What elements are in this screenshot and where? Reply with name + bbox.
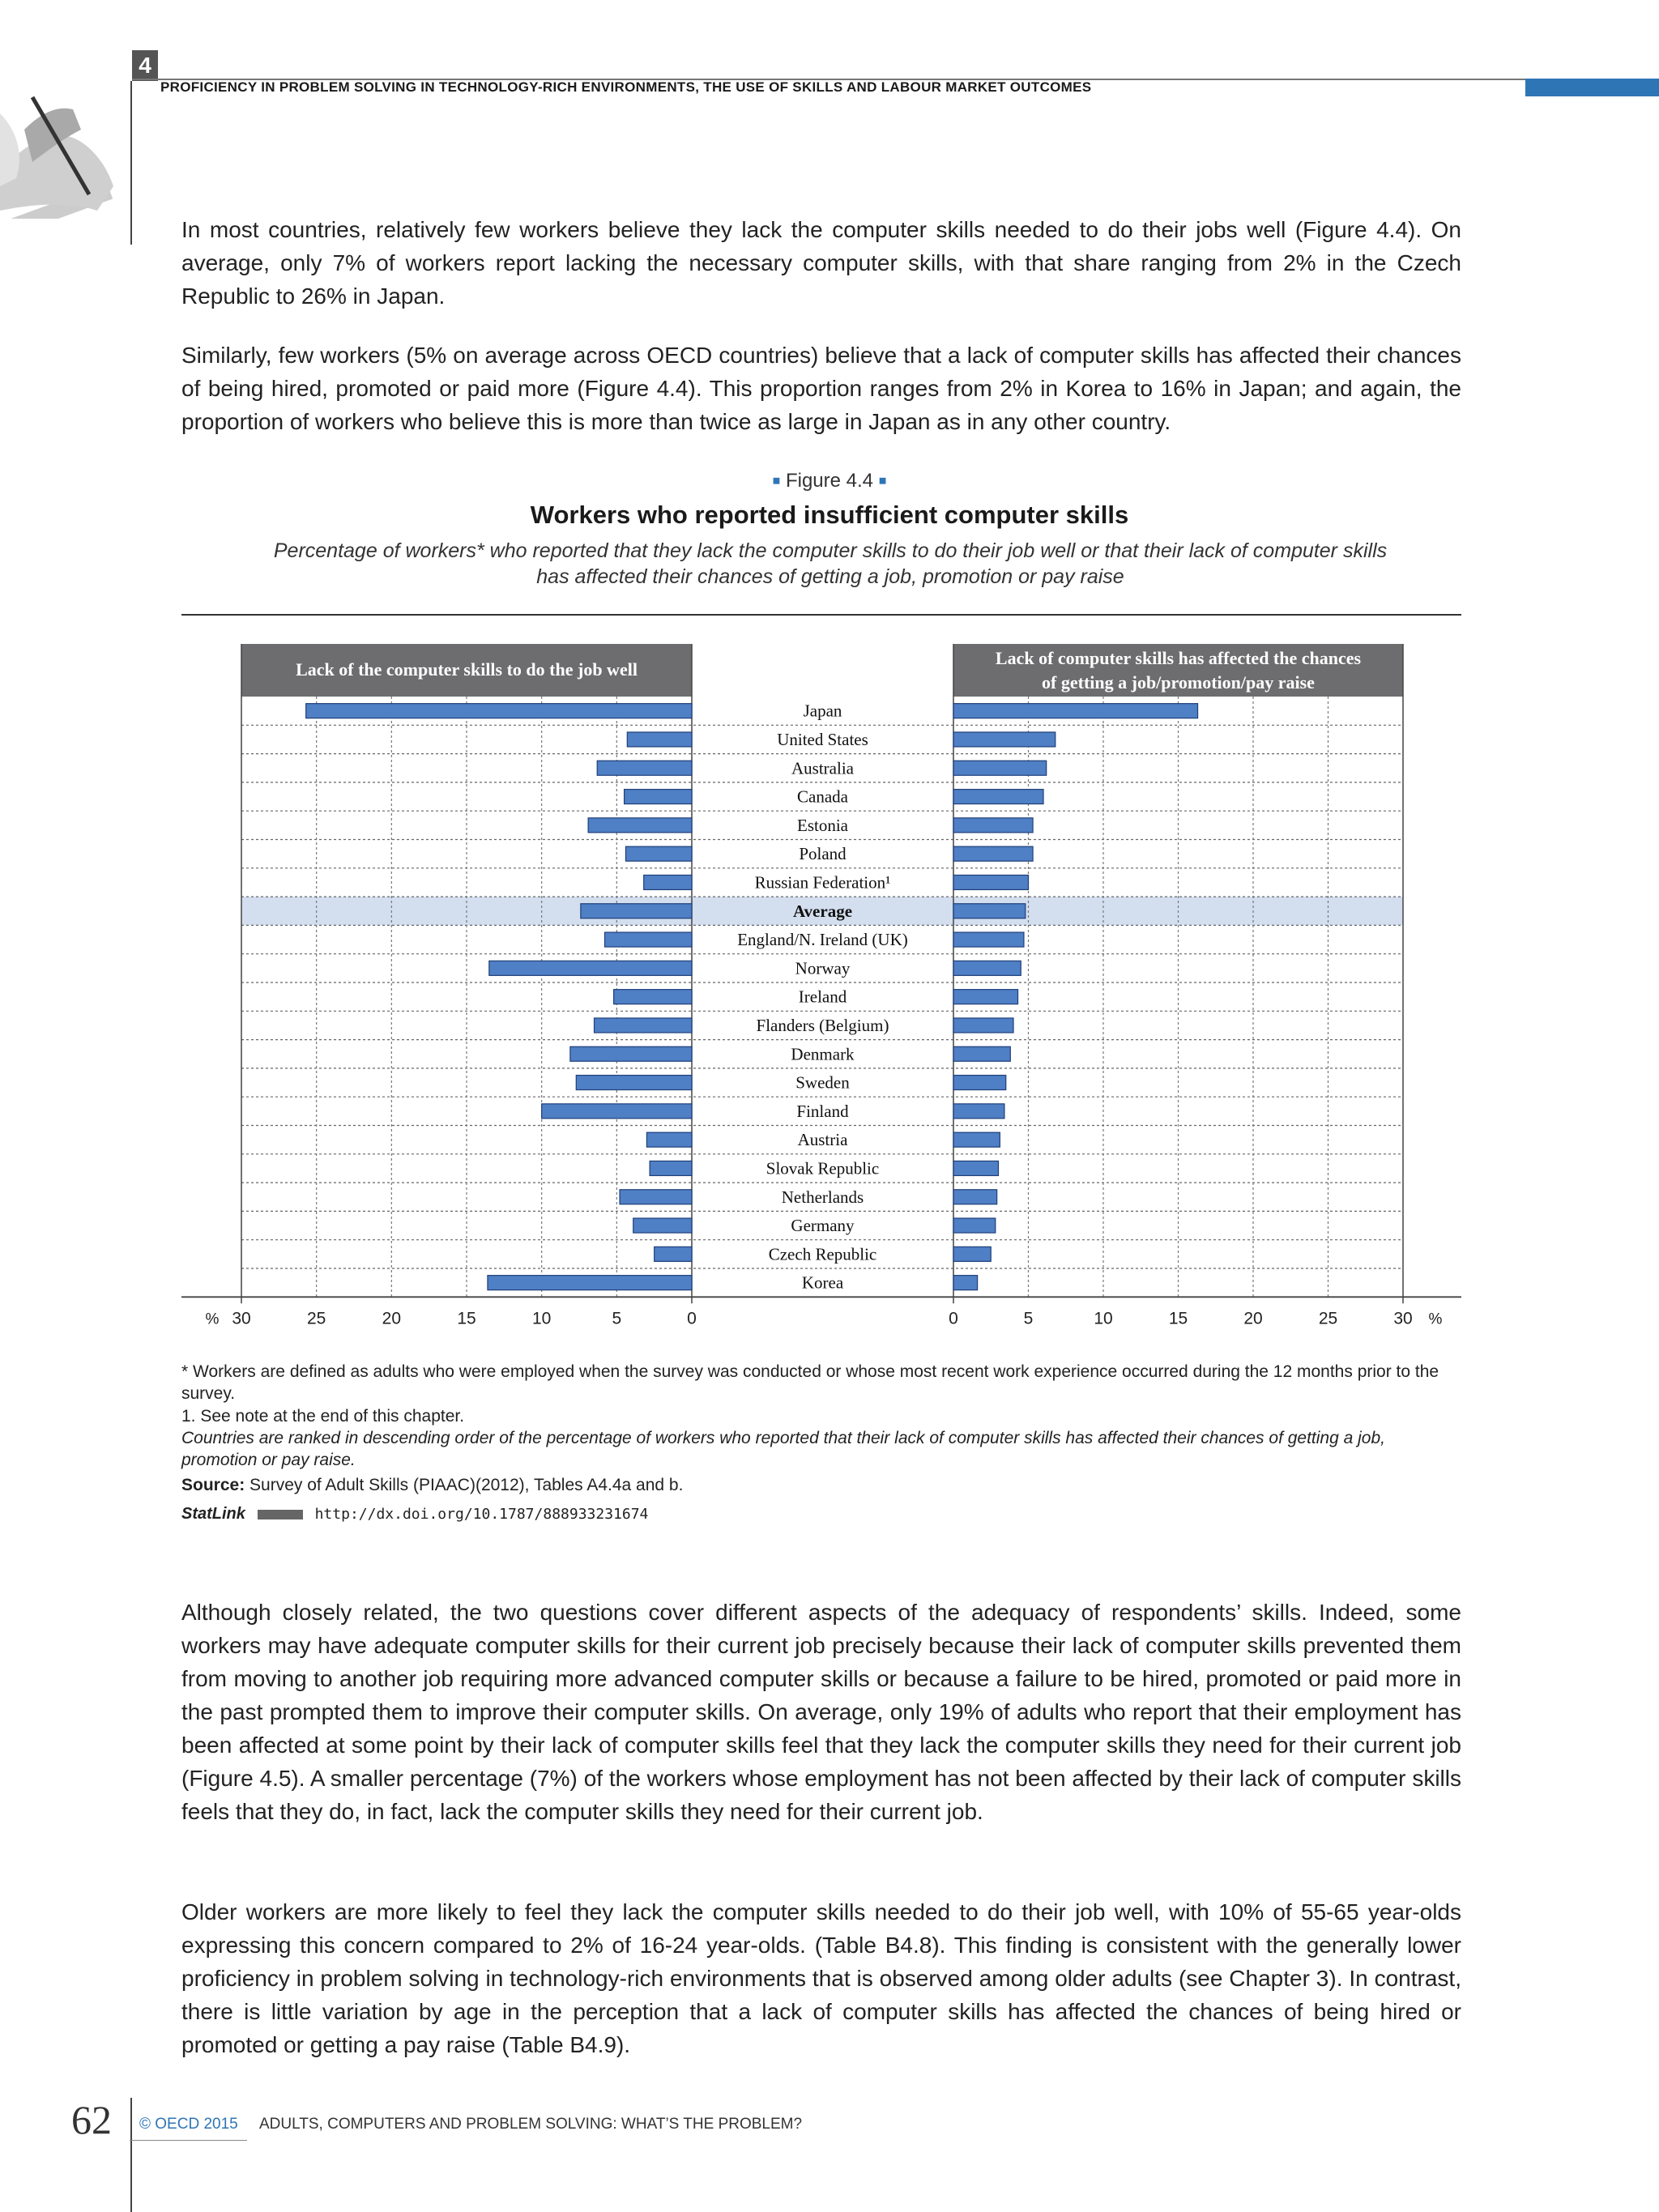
footnote-1: 1. See note at the end of this chapter. xyxy=(181,1407,465,1426)
right-tick-label: 15 xyxy=(1168,1309,1188,1328)
left-bar xyxy=(581,904,692,918)
footer-book-title: ADULTS, COMPUTERS AND PROBLEM SOLVING: WHAT’S THE PROBLEM? xyxy=(259,2116,803,2133)
body-paragraph-4: Older workers are more likely to feel they lack the computer skills needed to do their job well, with 10% of 55-65 year-olds expressing this concern compared to 2% of 16-24 year-olds. (Table B4.8). This finding is consistent with the generally lower proficiency in problem solving in technology-rich environments that is observed among older adults (see Chapter 3). In contrast, there is little variation by age in the perception that a lack of computer skills has affected the chances of being hired or promoted or getting a pay raise (Table B4.9). xyxy=(181,1899,1461,2057)
category-label: Japan xyxy=(803,701,842,721)
body-paragraph-1: In most countries, relatively few workers believe they lack the computer skills needed to do their jobs well (Figure 4.4). On average, only 7% of workers report lacking the necessary computer skills, with that share ranging from 2% in the Czech Republic to 26% in Japan. xyxy=(181,217,1461,309)
right-bar xyxy=(953,818,1033,833)
right-tick-label: 10 xyxy=(1094,1309,1113,1328)
right-axis-unit: % xyxy=(1428,1311,1443,1328)
square-bullet-icon: ■ xyxy=(772,474,781,488)
statlink xyxy=(181,1503,1461,1525)
chapter-title: PROFICIENCY IN PROBLEM SOLVING IN TECHNOLOGY-RICH ENVIRONMENTS, THE USE OF SKILLS AND LABOUR MARKET OUTCOMES xyxy=(160,79,1092,95)
right-bar xyxy=(953,846,1033,861)
category-label: Austria xyxy=(797,1130,848,1150)
category-label: Germany xyxy=(791,1216,855,1236)
figure-subtitle: Percentage of workers* who reported that they lack the computer skills to do their job well or that their lack of computer skills has affected their chances of getting a job, promotion or pay raise xyxy=(273,539,1388,588)
left-tick-label: 5 xyxy=(612,1309,622,1328)
left-tick-label: 30 xyxy=(232,1309,251,1328)
category-label: Average xyxy=(792,901,853,921)
category-label: Sweden xyxy=(795,1072,850,1093)
category-label: Ireland xyxy=(798,987,847,1007)
left-tick-label: 15 xyxy=(457,1309,476,1328)
category-label: Slovak Republic xyxy=(766,1158,880,1178)
right-panel-title-line-2: of getting a job/promotion/pay raise xyxy=(1042,672,1315,693)
left-bar xyxy=(646,1132,692,1147)
left-bar xyxy=(650,1161,692,1175)
category-label: Finland xyxy=(796,1101,849,1121)
statlink-icon xyxy=(258,1510,303,1519)
right-tick-label: 30 xyxy=(1393,1309,1413,1328)
left-bar xyxy=(655,1247,692,1261)
right-bar xyxy=(953,1018,1013,1033)
category-label: Australia xyxy=(791,758,854,778)
category-label: Flanders (Belgium) xyxy=(756,1015,889,1035)
category-label: Norway xyxy=(795,958,851,978)
left-bar xyxy=(542,1104,692,1119)
left-bar xyxy=(597,761,692,775)
left-bar xyxy=(576,1076,692,1090)
left-bar xyxy=(306,704,692,718)
left-panel-title: Lack of the computer skills to do the job well xyxy=(296,659,638,680)
left-bar xyxy=(620,1190,692,1204)
right-tick-label: 20 xyxy=(1243,1309,1263,1328)
left-bar xyxy=(588,818,692,833)
right-bar xyxy=(953,961,1021,975)
right-bar xyxy=(953,1076,1006,1090)
right-tick-label: 0 xyxy=(949,1309,958,1328)
footer-copyright: © OECD 2015 xyxy=(139,2116,238,2133)
figure-number: Figure 4.4 xyxy=(785,470,874,492)
right-bar xyxy=(953,1046,1010,1061)
body-paragraph-3: Although closely related, the two questions cover different aspects of the adequacy of respondents’ skills. Indeed, some workers may have adequate computer skills for their current job precisely because their lack of computer skills prevented them from moving to another job requiring more advanced computer skills or because a failure to be hired, promoted or paid more in the past prompted them to improve their computer skills. On average, only 19% of adults who report that their employment has been affected at some point by their lack of computer skills feel that they lack the computer skills they need for their current job (Figure 4.5). A smaller percentage (7%) of the workers whose employment has not been affected by their lack of computer skills feels that they do, in fact, lack the computer skills they need for their current job. xyxy=(181,1600,1461,1824)
category-label: Korea xyxy=(801,1272,844,1293)
footer-rule xyxy=(130,2140,247,2141)
figure-title: Workers who reported insufficient computer skills xyxy=(530,501,1129,529)
ranking-note: Countries are ranked in descending order of the percentage of workers who reported that their lack of computer skills has affected their chances of getting a job, promotion or pay raise. xyxy=(181,1429,1385,1469)
right-bar xyxy=(953,932,1024,947)
left-axis-unit: % xyxy=(205,1311,220,1328)
right-bar xyxy=(953,732,1056,747)
left-bar xyxy=(570,1046,692,1061)
right-bar xyxy=(953,790,1043,804)
category-label: Poland xyxy=(799,844,847,864)
left-tick-label: 10 xyxy=(531,1309,552,1328)
right-panel-title-line-1: Lack of computer skills has affected the chances xyxy=(995,648,1362,668)
footnote-star: * Workers are defined as adults who were employed when the survey was conducted or whose most recent work experience occurred during the 12 months prior to the survey. xyxy=(181,1362,1439,1403)
page-number: 62 xyxy=(71,2097,112,2142)
category-label: United States xyxy=(777,729,868,749)
right-bar xyxy=(953,875,1029,889)
left-bar xyxy=(627,732,692,747)
right-bar xyxy=(953,1190,997,1204)
margin-rule-bottom xyxy=(130,2098,132,2212)
category-label: Estonia xyxy=(797,815,848,835)
category-label: England/N. Ireland (UK) xyxy=(737,930,908,950)
left-tick-label: 20 xyxy=(382,1309,402,1328)
square-bullet-icon: ■ xyxy=(878,474,887,488)
left-bar xyxy=(605,932,692,947)
right-bar xyxy=(953,1104,1004,1119)
category-label: Netherlands xyxy=(781,1187,864,1207)
left-tick-label: 0 xyxy=(687,1309,697,1328)
statlink-url[interactable]: http://dx.doi.org/10.1787/888933231674 xyxy=(314,1506,649,1523)
left-bar xyxy=(625,846,692,861)
body-paragraph-2: Similarly, few workers (5% on average across OECD countries) believe that a lack of computer skills has affected their chances of being hired, promoted or paid more (Figure 4.4). This proportion ranges from 2% in Korea to 16% in Japan; and again, the proportion of workers who believe this is more than twice as large in Japan as in any other country. xyxy=(181,343,1461,434)
statlink-label: StatLink xyxy=(181,1505,245,1523)
category-label: Russian Federation¹ xyxy=(754,872,891,893)
source-label: Source: xyxy=(181,1476,245,1494)
right-tick-label: 5 xyxy=(1023,1309,1034,1328)
category-label: Canada xyxy=(797,786,848,807)
right-bar xyxy=(953,904,1026,918)
source-text: Survey of Adult Skills (PIAAC)(2012), Tables A4.4a and b. xyxy=(249,1476,684,1494)
right-bar xyxy=(953,761,1047,775)
right-bar xyxy=(953,704,1198,718)
right-bar xyxy=(953,990,1018,1004)
left-bar xyxy=(633,1218,692,1233)
left-bar xyxy=(644,875,692,889)
right-bar xyxy=(953,1132,1000,1147)
right-bar xyxy=(953,1161,999,1175)
category-label: Czech Republic xyxy=(768,1244,877,1264)
left-bar xyxy=(614,990,692,1004)
left-tick-label: 25 xyxy=(306,1309,326,1328)
left-bar xyxy=(489,961,692,975)
right-bar xyxy=(953,1218,996,1233)
left-bar xyxy=(595,1018,692,1033)
source-note xyxy=(181,1474,1461,1496)
right-tick-label: 25 xyxy=(1318,1309,1338,1328)
left-bar xyxy=(625,790,692,804)
right-bar xyxy=(953,1276,978,1290)
right-bar xyxy=(953,1247,991,1261)
category-label: Denmark xyxy=(791,1044,855,1064)
left-bar xyxy=(488,1276,692,1290)
chapter-number: 4 xyxy=(132,50,158,81)
